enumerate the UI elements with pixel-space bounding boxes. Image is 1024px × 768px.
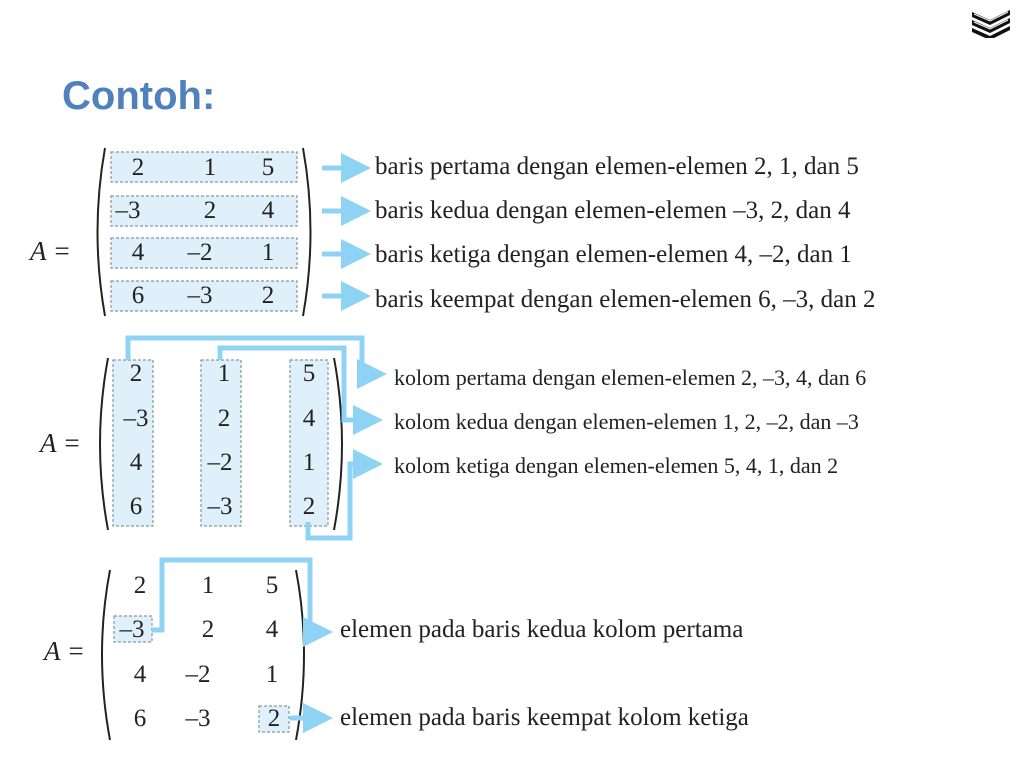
matrix-cell: 4 xyxy=(131,239,145,266)
slide-title: Contoh: xyxy=(62,74,216,118)
matrix-cell: 4 xyxy=(261,197,275,224)
matrix-cell: 5 xyxy=(302,360,316,387)
matrix-cell: 5 xyxy=(261,154,275,181)
matrix-cell: 2 xyxy=(217,405,231,432)
matrix-cell: 1 xyxy=(201,572,215,599)
row-description: baris keempat dengan elemen-elemen 6, –3, dan 2 xyxy=(375,286,876,313)
matrix-cell: 5 xyxy=(265,572,279,599)
matrix-cell: 2 xyxy=(261,282,275,309)
matrix-label-3: A = xyxy=(44,636,85,666)
matrix-cell: 2 xyxy=(131,154,145,181)
element-description: elemen pada baris kedua kolom pertama xyxy=(340,616,744,643)
matrix-label-1: A = xyxy=(30,236,71,266)
matrix-cell: 4 xyxy=(133,661,147,688)
matrix-label-2: A = xyxy=(40,428,81,458)
matrix-cell: 6 xyxy=(133,705,147,732)
matrix-cell: 4 xyxy=(265,616,279,643)
matrix-cell: 1 xyxy=(302,449,316,476)
matrix-cell: –3 xyxy=(119,616,145,643)
matrix-cell: –2 xyxy=(187,239,213,266)
matrix-cell: 2 xyxy=(129,360,143,387)
matrix-cell: 2 xyxy=(133,572,147,599)
matrix-cell: 4 xyxy=(302,405,316,432)
matrix-cell: –3 xyxy=(207,493,233,520)
row-arrows xyxy=(322,168,356,296)
matrix-cell: –3 xyxy=(115,197,141,224)
matrix-cell: 6 xyxy=(131,282,145,309)
matrix-cell: 1 xyxy=(265,661,279,688)
matrix-cell: 2 xyxy=(302,493,316,520)
matrix-cell: 1 xyxy=(203,154,217,181)
matrix-cell: 2 xyxy=(203,197,217,224)
matrix-cell: –2 xyxy=(185,661,211,688)
row-description: baris kedua dengan elemen-elemen –3, 2, dan 4 xyxy=(375,197,851,224)
column-description: kolom pertama dengan elemen-elemen 2, –3, 4, dan 6 xyxy=(394,365,867,390)
matrix-cell: –3 xyxy=(185,705,211,732)
matrix-cell: 6 xyxy=(129,493,143,520)
matrix-cell: 1 xyxy=(217,360,231,387)
matrix-cell: 4 xyxy=(129,449,143,476)
matrix-cell: –2 xyxy=(207,449,233,476)
matrix-cell: 1 xyxy=(261,239,275,266)
column-description: kolom kedua dengan elemen-elemen 1, 2, –2, dan –3 xyxy=(394,409,859,434)
row-description: baris pertama dengan elemen-elemen 2, 1, dan 5 xyxy=(375,153,859,180)
column-description: kolom ketiga dengan elemen-elemen 5, 4, 1, dan 2 xyxy=(394,453,839,478)
matrix-cell: –3 xyxy=(187,282,213,309)
matrix-cell: –3 xyxy=(123,405,149,432)
element-description: elemen pada baris keempat kolom ketiga xyxy=(340,704,749,731)
matrix-cell: 2 xyxy=(267,705,281,732)
row-description: baris ketiga dengan elemen-elemen 4, –2, dan 1 xyxy=(375,241,852,268)
matrix-cell: 2 xyxy=(201,616,215,643)
